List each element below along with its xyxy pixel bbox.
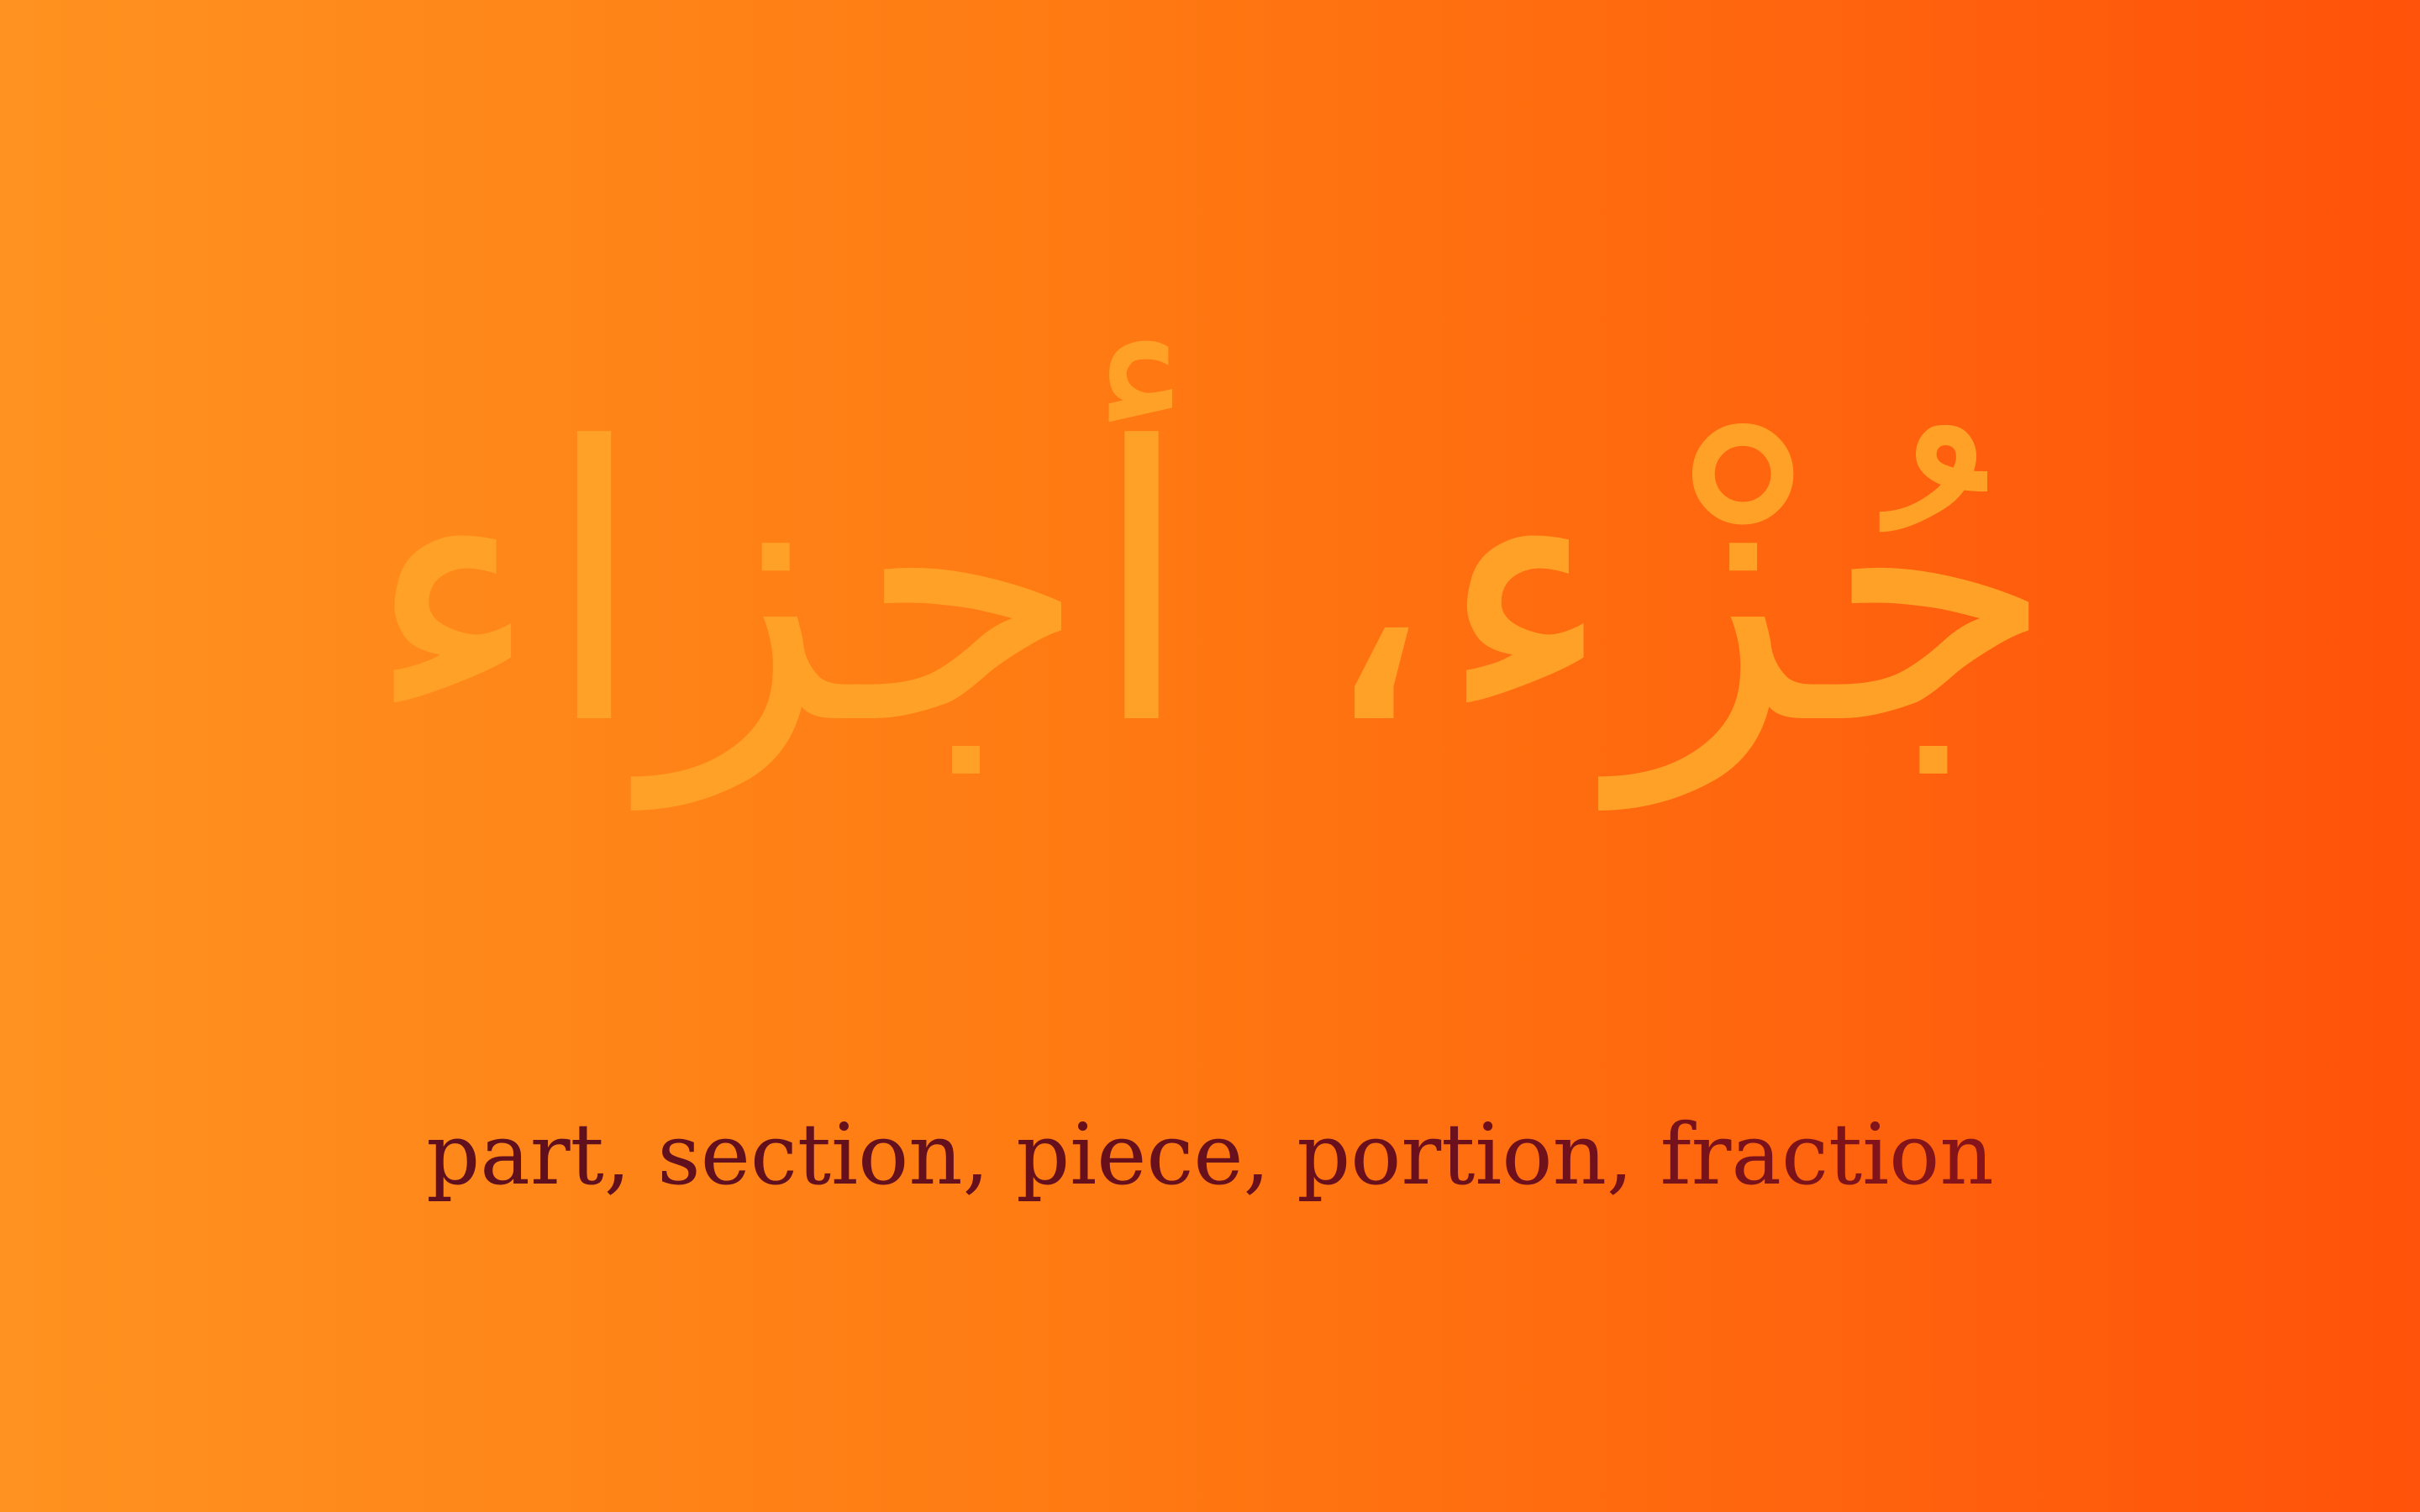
english-translation: part, section, piece, portion, fraction bbox=[0, 1088, 2420, 1222]
arabic-word: جُزْء، أجزاء bbox=[363, 368, 2057, 808]
